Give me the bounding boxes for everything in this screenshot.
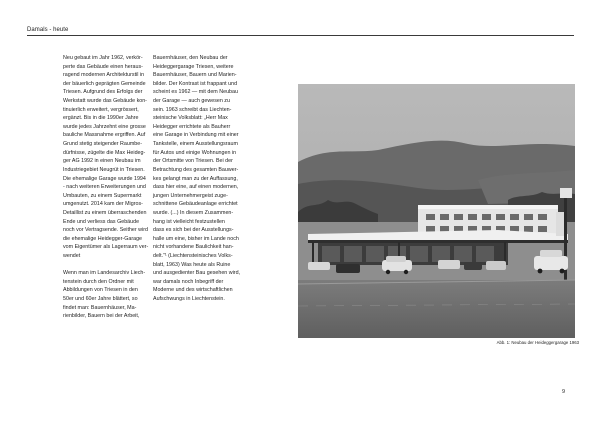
text-line: Triesen. Aufgrund des Erfolgs der (63, 89, 143, 96)
text-line: - nach weiteren Erweiterungen und (63, 184, 146, 191)
text-line: Industriegebiet Neugrüt in Triesen. (63, 166, 145, 173)
text-line: der Ortsmitte von Triesen. Bei der (153, 158, 233, 165)
header-divider (27, 35, 574, 36)
paragraph-1 (63, 54, 151, 261)
text-line: kes gelangt man zu der Auffassung, (153, 175, 238, 182)
text-line: die ehemalige Heidegger-Garage (63, 235, 143, 242)
text-line: noch vor Vertragsende. Seither wird (63, 227, 148, 234)
text-line: der bäuerlich geprägten Gemeinde (63, 80, 146, 87)
text-line: Aufschwungs in Liechtenstein. (153, 296, 225, 303)
text-line: tinuierlich erweitert, vergrössert, (63, 106, 139, 113)
text-line: dass hier eine, auf einen modernen, (153, 184, 239, 191)
garage-photo-illustration (298, 84, 575, 338)
text-line: scheint es 1962 — mit dem Neubau (153, 89, 238, 96)
text-line: Die ehemalige Garage wurde 1994 (63, 175, 146, 182)
text-line: bauliche Massnahme ergriffen. Auf (63, 132, 146, 139)
text-line: vom Eigentümer als Lagerraum ver- (63, 244, 149, 251)
text-line: hang ist vielleicht festzustellen (153, 218, 225, 225)
text-line: Detaillist zu einem überraschenden (63, 209, 147, 216)
historic-photo-garage (298, 84, 575, 338)
text-line: dass es sich bei der Ausstellungs- (153, 227, 234, 234)
paragraph-3 (153, 54, 273, 304)
page-number: 9 (562, 389, 566, 395)
running-header: Damals - heute (27, 27, 69, 33)
text-line: Ende und verliess das Gebäude (63, 218, 140, 225)
paragraph-2 (63, 269, 151, 321)
text-column-left (63, 54, 151, 321)
text-line: Neu gebaut im Jahr 1962, verkör- (63, 55, 143, 61)
text-line: Grund stetig steigender Raumbe- (63, 141, 143, 148)
text-column-right (153, 54, 273, 304)
text-line: dürfnisse, zügelte die Max Heideg- (63, 149, 146, 156)
text-line: rienbilder, Bauern bei der Arbeit, (63, 313, 140, 320)
text-line: Umbauten, zu einem Supermarkt (63, 192, 142, 199)
text-line: Abbildungen von Triesen in den (63, 287, 138, 294)
text-line: Bauernhäuser, den Neubau der (153, 55, 228, 61)
text-line: Heideggergarage Triesen, weitere (153, 63, 234, 70)
text-line: blatt, 1963) Was heute als Ruine (153, 261, 231, 268)
text-line: und ausgedienter Bau gesehen wird, (153, 270, 241, 277)
text-line: ragend modernen Architekturstil in (63, 72, 145, 79)
text-line: tenstein durch den Ordner mit (63, 278, 134, 285)
text-line: perte das Gebäude einen heraus- (63, 63, 143, 70)
text-line: Heidegger errichtete als Bauherr (153, 123, 231, 130)
figure-caption: Abb. 1: Neubau der Heideggergarage 1963 (496, 340, 579, 345)
text-line: Tankstelle, einem Ausstellungsraum (153, 141, 238, 148)
text-line: Wenn man im Landesarchiv Liech- (63, 270, 146, 277)
text-line: wurde. (...) In diesem Zusammen- (153, 209, 234, 216)
text-line: Bauernhäuser, Bauern und Marien- (153, 72, 237, 79)
text-line: war damals noch Inbegriff der (153, 278, 224, 285)
text-line: wurde jedes Jahrzehnt eine grosse (63, 123, 146, 130)
text-line: Moderne und des wirtschaftlichen (153, 287, 233, 294)
text-line: wendet (63, 253, 81, 260)
text-line: umgenutzt. 2014 kam der Migros- (63, 201, 143, 208)
text-line: eine Garage in Verbindung mit einer (153, 132, 239, 139)
text-line: der Garage — auch gewesen zu (153, 98, 230, 105)
text-line: 50er und 60er Jahre blättert, so (63, 296, 138, 303)
text-line: ger AG 1992 in einen Neubau im (63, 158, 141, 165)
text-line: ergänzt. Bis in die 1990er Jahre (63, 115, 139, 122)
text-line: jungen Unternehmergeist zuge- (153, 192, 228, 199)
text-line: bilder. Der Kontrast ist frappant und (153, 80, 238, 87)
text-line: delt.“¹ (Liechtensteinisches Volks- (153, 253, 233, 260)
text-line: schnittene Gebäudeanlage errichtet (153, 201, 238, 208)
text-line: für Autos und einige Wohnungen in (153, 149, 237, 156)
text-line: Werkstatt wurde das Gebäude kon- (63, 98, 147, 105)
text-line: nicht vorhandene Baulichkeit han- (153, 244, 234, 251)
text-line: sein. 1963 schreibt das Liechten- (153, 106, 232, 113)
text-line: halle um eine, bisher im Lande noch (153, 235, 239, 242)
text-line: Betrachtung des gesamten Bauwer- (153, 166, 239, 173)
paragraph-gap (63, 261, 151, 270)
text-line: findet man: Bauernhäuser, Ma- (63, 304, 137, 311)
text-line: steinische Volksblatt: „Herr Max (153, 115, 228, 122)
